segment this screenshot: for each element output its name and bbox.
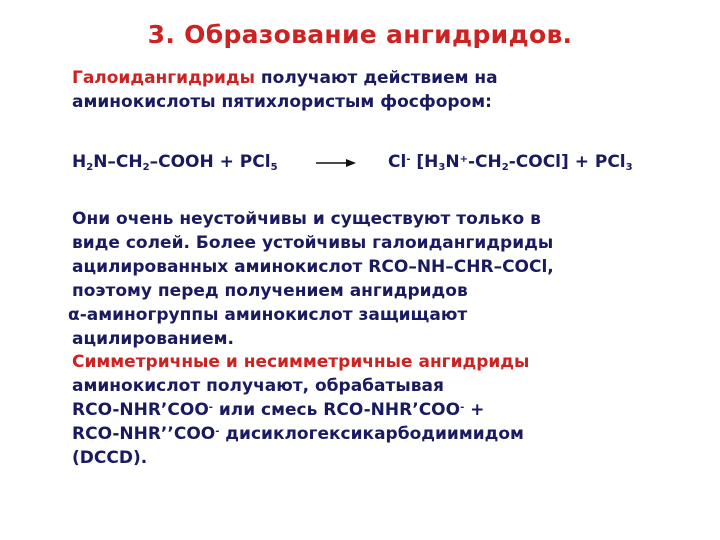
symmetric-term: Симметричные и несимметричные ангидриды [72, 352, 530, 372]
intro-line2: аминокислоты пятихлористым фосфором: [72, 92, 492, 112]
stability-paragraph: Они очень неустойчивы и существуют только в виде солей. Более устойчивы галоидангидриды ацилированных аминокислот RCO–NH–CHR–COCl, поэтому перед получением ангидридов α-аминогруппы аминокислот защищают ацилированием. [68, 209, 554, 349]
symmetric-paragraph: Симметричные и несимметричные ангидриды аминокислот получают, обрабатывая RCO-NHR’COO- или смесь RCO-NHR’COO- + RCO-NHR’’COO- дисиклогексикарбодиимидом (DCCD). [72, 350, 702, 470]
equation-left: $H_2N-CH_2$–COOH + PCl$_5$ [72, 152, 278, 173]
intro-term: Галоидангидриды [72, 68, 255, 88]
reaction-arrow-icon [316, 158, 356, 168]
intro-text [72, 66, 702, 114]
intro-rest: получают действием на [255, 68, 498, 88]
alpha-symbol: α [68, 305, 80, 325]
slide-title: 3. Образование ангидридов. [147, 20, 573, 49]
equation-right: Cl- $[H_3N^+-CH_2-COCl] + PCl_3$ [388, 152, 633, 173]
